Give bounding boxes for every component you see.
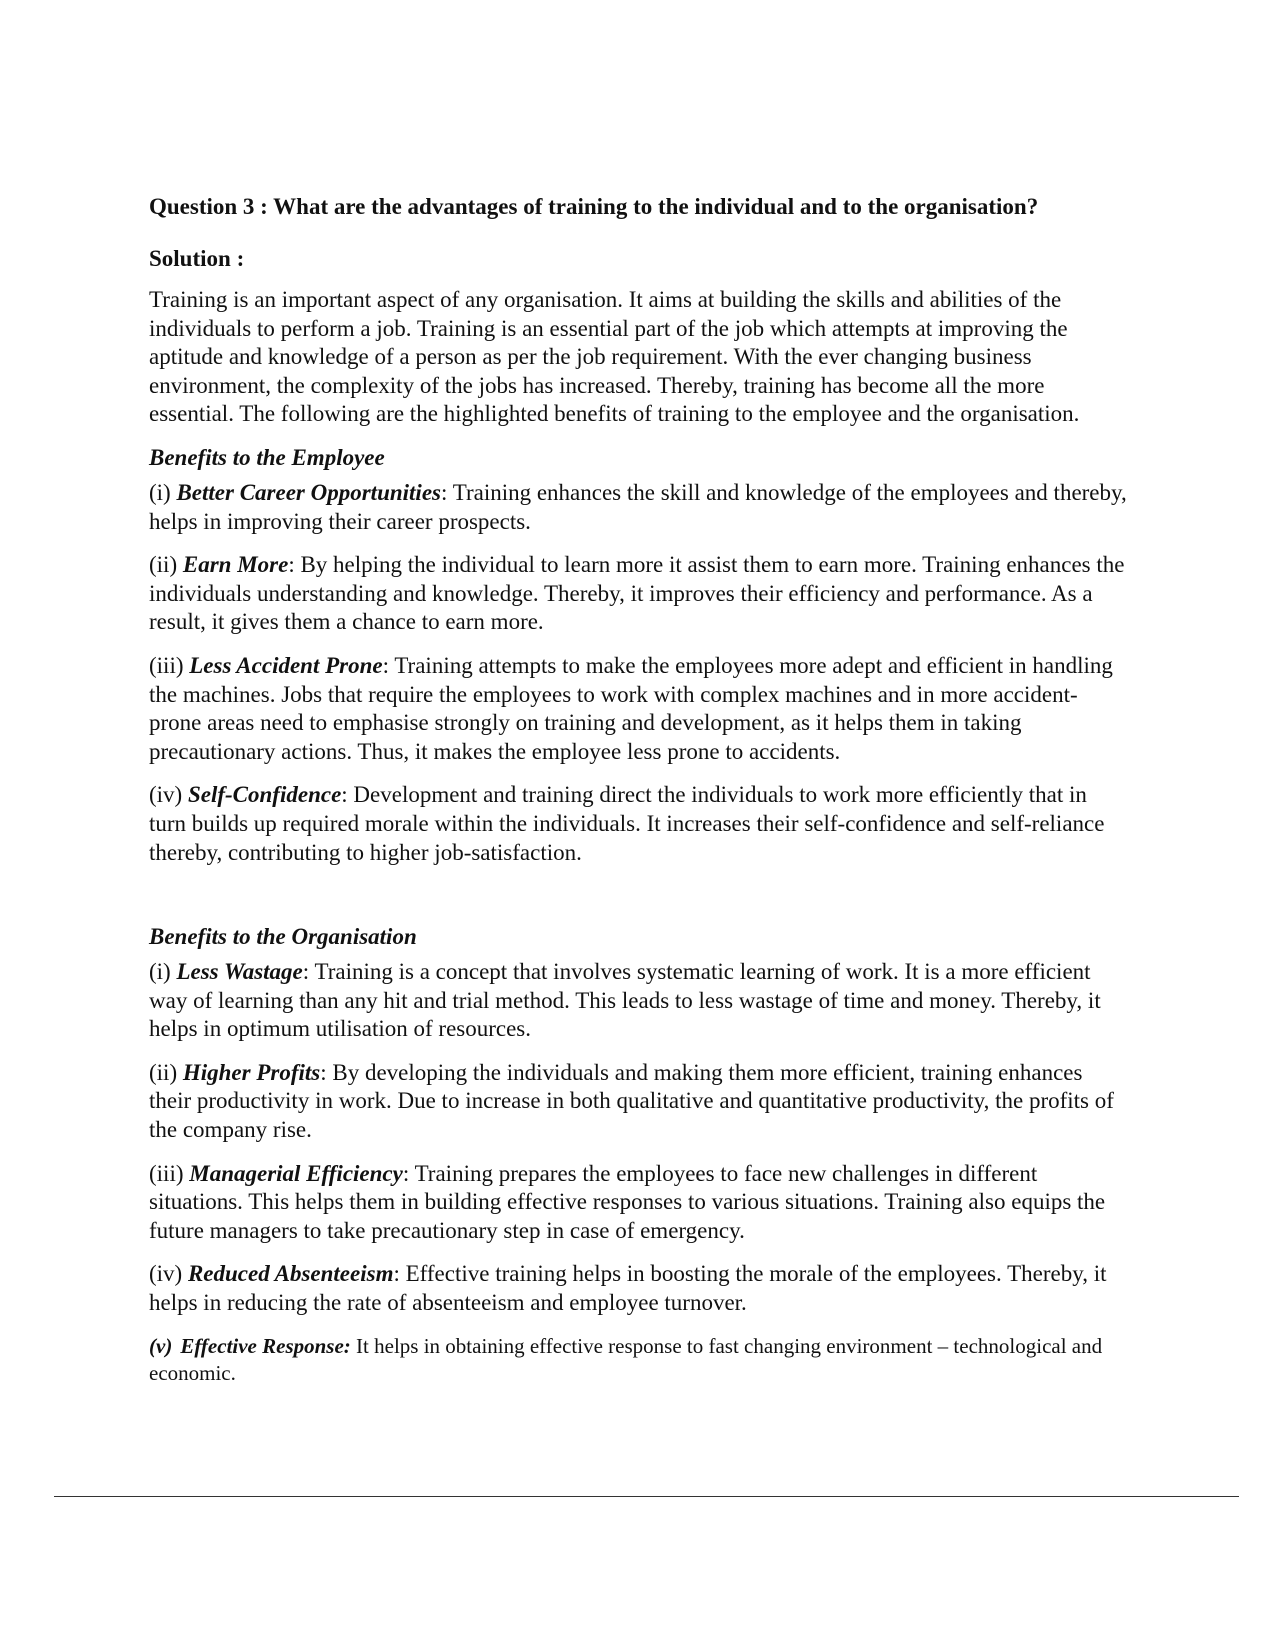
item-number: (iv) xyxy=(149,782,183,808)
employee-benefits-heading: Benefits to the Employee xyxy=(149,444,385,470)
intro-paragraph: Training is an important aspect of any organisation. It aims at building the skills and abilities of the individuals to perform a job. Training is an essential part of the job which attempts at improving the aptitude and knowledge of a person as per the job requirement. With the ever changing business environment, the complexity of the jobs has increased. Thereby, training has become all the more essential. The following are the highlighted benefits of training to the employee and the organisation. xyxy=(149,287,1080,427)
item-term: Better Career Opportunities xyxy=(176,479,441,505)
item-number: (i) xyxy=(149,479,171,505)
organisation-benefit-item xyxy=(149,1260,1129,1317)
question-heading: Question 3 : What are the advantages of training to the individual and to the organisation? xyxy=(149,194,1039,219)
item-number: (ii) xyxy=(149,552,178,578)
organisation-benefit-item xyxy=(149,958,1129,1044)
item-text: : Training attempts to make the employees more adept and efficient in handling the machines. Jobs that require the employees to work with complex machines and in more accident-prone areas need to emphasise strongly on training and development, as it helps them in taking precautionary actions. Thus, it makes the employee less prone to accidents. xyxy=(149,652,1113,764)
item-number: (v) xyxy=(149,1333,173,1358)
item-number: (ii) xyxy=(149,1059,178,1085)
item-text: : Effective training helps in boosting the morale of the employees. Thereby, it helps in reducing the rate of absenteeism and employee turnover. xyxy=(149,1261,1107,1316)
item-text: : Training prepares the employees to face new challenges in different situations. This helps them in building effective responses to various situations. Training also equips the future managers to take precautionary step in case of emergency. xyxy=(149,1160,1106,1243)
item-term: Reduced Absenteeism xyxy=(187,1261,394,1287)
item-text: : Development and training direct the individuals to work more efficiently that in turn builds up required morale within the individuals. It increases their self-confidence and self-reliance thereby, contributing to higher job-satisfaction. xyxy=(149,782,1105,865)
item-number: (i) xyxy=(149,959,171,985)
item-term: Higher Profits xyxy=(182,1059,321,1085)
employee-benefit-item xyxy=(149,479,1129,536)
item-term: Less Wastage xyxy=(176,959,303,985)
item-text: : Training enhances the skill and knowledge of the employees and thereby, helps in improving their career prospects. xyxy=(149,479,1127,534)
item-term: Less Accident Prone xyxy=(189,652,383,678)
item-term: Managerial Efficiency xyxy=(189,1160,403,1186)
organisation-benefits-heading: Benefits to the Organisation xyxy=(149,924,417,950)
organisation-benefit-item xyxy=(149,1059,1129,1145)
employee-benefit-item xyxy=(149,652,1129,766)
footer-divider xyxy=(54,1496,1239,1497)
organisation-benefit-item xyxy=(149,1160,1129,1246)
item-term: Effective Response: xyxy=(180,1333,351,1358)
item-text: : Training is a concept that involves systematic learning of work. It is a more efficient way of learning than any hit and trial method. This leads to less wastage of time and money. Thereby, it helps in optimum utilisation of resources. xyxy=(149,959,1101,1042)
item-number: (iii) xyxy=(149,652,184,678)
item-number: (iv) xyxy=(149,1261,183,1287)
item-text: : By helping the individual to learn more it assist them to earn more. Training enhances the individuals understanding and knowledge. Thereby, it improves their efficiency and performance. As a result, it gives them a chance to earn more. xyxy=(149,552,1125,635)
document-page xyxy=(149,192,1129,1387)
item-text: : By developing the individuals and making them more efficient, training enhances their productivity in work. Due to increase in both qualitative and quantitative productivity, the profits of the company rise. xyxy=(149,1059,1114,1143)
solution-label: Solution : xyxy=(149,246,245,271)
item-number: (iii) xyxy=(149,1160,184,1186)
item-text: It helps in obtaining effective response to fast changing environment – technological and economic. xyxy=(149,1333,1103,1385)
employee-benefit-item xyxy=(149,551,1129,637)
item-term: Self-Confidence xyxy=(187,782,342,808)
item-term: Earn More xyxy=(182,552,289,578)
section-spacer xyxy=(149,882,1129,922)
organisation-benefit-item xyxy=(149,1333,1129,1387)
employee-benefit-item xyxy=(149,781,1129,867)
